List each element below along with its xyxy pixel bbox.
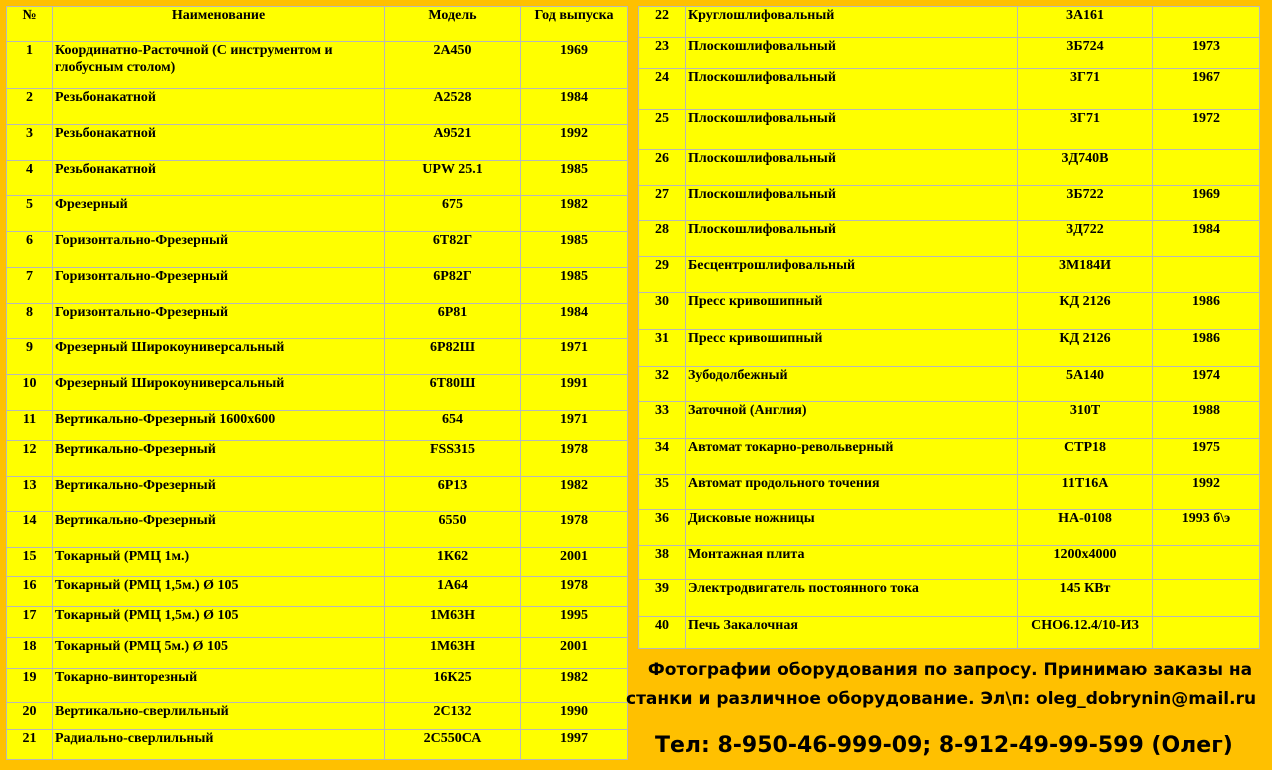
- row-number: 18: [7, 638, 53, 669]
- table-header-row: [7, 7, 628, 42]
- table-row: [639, 257, 1260, 293]
- row-model: 1М63Н: [385, 607, 521, 638]
- table-row: [639, 186, 1260, 221]
- row-model: А9521: [385, 125, 521, 161]
- row-name: Токарный (РМЦ 5м.) Ø 105: [53, 638, 385, 669]
- row-number: 34: [639, 439, 686, 475]
- row-year: 1984: [1153, 221, 1260, 257]
- row-model: 145 КВт: [1018, 580, 1153, 617]
- row-year: 1984: [521, 89, 628, 125]
- row-year: [1153, 617, 1260, 649]
- row-model: 6Р81: [385, 304, 521, 339]
- row-number: 32: [639, 367, 686, 402]
- row-number: 25: [639, 110, 686, 150]
- row-year: 1982: [521, 669, 628, 703]
- table-row: [7, 339, 628, 375]
- row-name: Монтажная плита: [686, 546, 1018, 580]
- equipment-table-right: [638, 6, 1260, 649]
- row-year: 1978: [521, 577, 628, 607]
- table-row: [7, 703, 628, 730]
- table-row: [7, 125, 628, 161]
- row-model: 1А64: [385, 577, 521, 607]
- row-model: 3Б722: [1018, 186, 1153, 221]
- row-name: Вертикально-сверлильный: [53, 703, 385, 730]
- table-row: [639, 475, 1260, 510]
- row-year: 1992: [1153, 475, 1260, 510]
- row-year: 1982: [521, 196, 628, 232]
- table-row: [7, 638, 628, 669]
- row-name: Вертикально-Фрезерный 1600х600: [53, 411, 385, 441]
- row-name: Горизонтально-Фрезерный: [53, 232, 385, 268]
- row-model: СТР18: [1018, 439, 1153, 475]
- row-number: 20: [7, 703, 53, 730]
- row-year: 1992: [521, 125, 628, 161]
- row-number: 26: [639, 150, 686, 186]
- row-year: 1984: [521, 304, 628, 339]
- row-name: Плоскошлифовальный: [686, 186, 1018, 221]
- row-year: 2001: [521, 548, 628, 577]
- table-row: [7, 477, 628, 512]
- row-number: 9: [7, 339, 53, 375]
- row-year: 1985: [521, 161, 628, 196]
- row-name: Плоскошлифовальный: [686, 150, 1018, 186]
- table-row: [7, 441, 628, 477]
- row-name: Плоскошлифовальный: [686, 69, 1018, 110]
- row-name: Бесцентрошлифовальный: [686, 257, 1018, 293]
- table-row: [7, 577, 628, 607]
- table-row: [7, 42, 628, 89]
- row-number: 30: [639, 293, 686, 330]
- row-name: Плоскошлифовальный: [686, 221, 1018, 257]
- row-name: Плоскошлифовальный: [686, 110, 1018, 150]
- row-number: 24: [639, 69, 686, 110]
- row-number: 36: [639, 510, 686, 546]
- row-model: 3Г71: [1018, 69, 1153, 110]
- row-year: 1969: [1153, 186, 1260, 221]
- row-name: Радиально-сверлильный: [53, 730, 385, 760]
- row-model: 16К25: [385, 669, 521, 703]
- row-model: 3Д740В: [1018, 150, 1153, 186]
- table-row: [639, 150, 1260, 186]
- row-number: 5: [7, 196, 53, 232]
- row-name: Токарно-винторезный: [53, 669, 385, 703]
- row-model: 1К62: [385, 548, 521, 577]
- row-model: 654: [385, 411, 521, 441]
- row-name: Фрезерный Широкоуниверсальный: [53, 375, 385, 411]
- row-number: 28: [639, 221, 686, 257]
- row-number: 27: [639, 186, 686, 221]
- row-model: 6Р13: [385, 477, 521, 512]
- row-number: 16: [7, 577, 53, 607]
- table-row: [639, 110, 1260, 150]
- table-row: [639, 439, 1260, 475]
- table-row: [7, 89, 628, 125]
- table-row: [639, 580, 1260, 617]
- table-row: [639, 69, 1260, 110]
- row-year: 1972: [1153, 110, 1260, 150]
- row-name: Заточной (Англия): [686, 402, 1018, 439]
- row-name: Токарный (РМЦ 1,5м.) Ø 105: [53, 577, 385, 607]
- row-number: 17: [7, 607, 53, 638]
- equipment-table-left: [6, 6, 628, 760]
- row-year: 1978: [521, 441, 628, 477]
- row-number: 15: [7, 548, 53, 577]
- row-model: КД 2126: [1018, 293, 1153, 330]
- row-number: 39: [639, 580, 686, 617]
- footer-phones: Тел: 8-950-46-999-09; 8-912-49-99-599 (Олег): [655, 733, 1233, 758]
- table-row: [7, 512, 628, 548]
- row-model: КД 2126: [1018, 330, 1153, 367]
- row-name: Печь Закалочная: [686, 617, 1018, 649]
- row-name: Горизонтально-Фрезерный: [53, 268, 385, 304]
- row-year: 1993 б\э: [1153, 510, 1260, 546]
- table-row: [639, 617, 1260, 649]
- row-number: 11: [7, 411, 53, 441]
- row-name: Дисковые ножницы: [686, 510, 1018, 546]
- row-name: Пресс кривошипный: [686, 293, 1018, 330]
- row-number: 29: [639, 257, 686, 293]
- table-row: [639, 221, 1260, 257]
- table-row: [639, 7, 1260, 38]
- row-year: [1153, 546, 1260, 580]
- row-year: 1988: [1153, 402, 1260, 439]
- table-row: [7, 375, 628, 411]
- row-model: 3А161: [1018, 7, 1153, 38]
- row-name: Фрезерный Широкоуниверсальный: [53, 339, 385, 375]
- row-name: Токарный (РМЦ 1,5м.) Ø 105: [53, 607, 385, 638]
- row-model: FSS315: [385, 441, 521, 477]
- row-name: Пресс кривошипный: [686, 330, 1018, 367]
- row-model: 6Р82Г: [385, 268, 521, 304]
- header-model: Модель: [385, 7, 521, 42]
- table-row: [7, 669, 628, 703]
- table-row: [7, 607, 628, 638]
- row-number: 10: [7, 375, 53, 411]
- table-row: [7, 268, 628, 304]
- row-model: 5А140: [1018, 367, 1153, 402]
- row-number: 21: [7, 730, 53, 760]
- row-number: 12: [7, 441, 53, 477]
- row-number: 19: [7, 669, 53, 703]
- row-number: 31: [639, 330, 686, 367]
- row-model: 1М63Н: [385, 638, 521, 669]
- row-name: Круглошлифовальный: [686, 7, 1018, 38]
- row-number: 4: [7, 161, 53, 196]
- table-row: [639, 402, 1260, 439]
- row-name: Вертикально-Фрезерный: [53, 477, 385, 512]
- row-name: Резьбонакатной: [53, 161, 385, 196]
- row-year: 1975: [1153, 439, 1260, 475]
- row-name: Плоскошлифовальный: [686, 38, 1018, 69]
- row-name: Электродвигатель постоянного тока: [686, 580, 1018, 617]
- row-number: 7: [7, 268, 53, 304]
- row-model: 3Д722: [1018, 221, 1153, 257]
- row-year: 1971: [521, 411, 628, 441]
- table-row: [639, 510, 1260, 546]
- row-number: 3: [7, 125, 53, 161]
- table-row: [639, 330, 1260, 367]
- row-model: 675: [385, 196, 521, 232]
- header-num: №: [7, 7, 53, 42]
- row-year: 1985: [521, 268, 628, 304]
- row-model: 6550: [385, 512, 521, 548]
- table-row: [7, 232, 628, 268]
- row-number: 22: [639, 7, 686, 38]
- row-year: 1978: [521, 512, 628, 548]
- table-row: [7, 730, 628, 760]
- row-year: 1967: [1153, 69, 1260, 110]
- row-number: 35: [639, 475, 686, 510]
- row-number: 8: [7, 304, 53, 339]
- row-number: 38: [639, 546, 686, 580]
- row-year: [1153, 580, 1260, 617]
- row-year: 1986: [1153, 330, 1260, 367]
- row-year: 2001: [521, 638, 628, 669]
- table-row: [639, 546, 1260, 580]
- row-model: 3Б724: [1018, 38, 1153, 69]
- row-model: 2А450: [385, 42, 521, 89]
- row-number: 40: [639, 617, 686, 649]
- row-model: 3Г71: [1018, 110, 1153, 150]
- row-model: 6Т82Г: [385, 232, 521, 268]
- row-model: НА-0108: [1018, 510, 1153, 546]
- row-model: 11Т16А: [1018, 475, 1153, 510]
- row-number: 1: [7, 42, 53, 89]
- table-row: [639, 38, 1260, 69]
- row-year: 1997: [521, 730, 628, 760]
- row-model: 3М184И: [1018, 257, 1153, 293]
- row-year: 1969: [521, 42, 628, 89]
- row-year: 1990: [521, 703, 628, 730]
- row-year: 1974: [1153, 367, 1260, 402]
- row-model: 2С132: [385, 703, 521, 730]
- row-name: Зубодолбежный: [686, 367, 1018, 402]
- row-model: 6Т80Ш: [385, 375, 521, 411]
- row-name: Токарный (РМЦ 1м.): [53, 548, 385, 577]
- table-row: [7, 196, 628, 232]
- table-row: [7, 548, 628, 577]
- row-name: Резьбонакатной: [53, 89, 385, 125]
- row-name: Вертикально-Фрезерный: [53, 441, 385, 477]
- row-year: 1995: [521, 607, 628, 638]
- row-number: 23: [639, 38, 686, 69]
- row-model: СНО6.12.4/10-ИЗ: [1018, 617, 1153, 649]
- row-year: 1991: [521, 375, 628, 411]
- row-number: 33: [639, 402, 686, 439]
- row-year: [1153, 7, 1260, 38]
- row-model: 6Р82Ш: [385, 339, 521, 375]
- row-name: Автомат продольного точения: [686, 475, 1018, 510]
- row-year: 1982: [521, 477, 628, 512]
- row-name: Автомат токарно-револьверный: [686, 439, 1018, 475]
- row-name: Вертикально-Фрезерный: [53, 512, 385, 548]
- row-name: Фрезерный: [53, 196, 385, 232]
- row-number: 6: [7, 232, 53, 268]
- table-row: [639, 367, 1260, 402]
- footer-note-line2: станки и различное оборудование. Эл\п: oleg_dobrynin@mail.ru: [626, 689, 1257, 709]
- row-year: 1985: [521, 232, 628, 268]
- row-number: 14: [7, 512, 53, 548]
- row-number: 13: [7, 477, 53, 512]
- row-year: 1973: [1153, 38, 1260, 69]
- row-model: 310Т: [1018, 402, 1153, 439]
- row-year: [1153, 150, 1260, 186]
- header-name: Наименование: [53, 7, 385, 42]
- table-row: [7, 161, 628, 196]
- row-name: Координатно-Расточной (С инструментом и глобусным столом): [53, 42, 385, 89]
- header-year: Год выпуска: [521, 7, 628, 42]
- row-year: 1986: [1153, 293, 1260, 330]
- row-year: [1153, 257, 1260, 293]
- table-row: [7, 411, 628, 441]
- row-year: 1971: [521, 339, 628, 375]
- footer-note-line1: Фотографии оборудования по запросу. Принимаю заказы на: [647, 660, 1253, 680]
- row-number: 2: [7, 89, 53, 125]
- row-name: Резьбонакатной: [53, 125, 385, 161]
- table-row: [639, 293, 1260, 330]
- row-model: 1200х4000: [1018, 546, 1153, 580]
- row-name: Горизонтально-Фрезерный: [53, 304, 385, 339]
- table-row: [7, 304, 628, 339]
- row-model: UPW 25.1: [385, 161, 521, 196]
- row-model: А2528: [385, 89, 521, 125]
- row-model: 2С550СА: [385, 730, 521, 760]
